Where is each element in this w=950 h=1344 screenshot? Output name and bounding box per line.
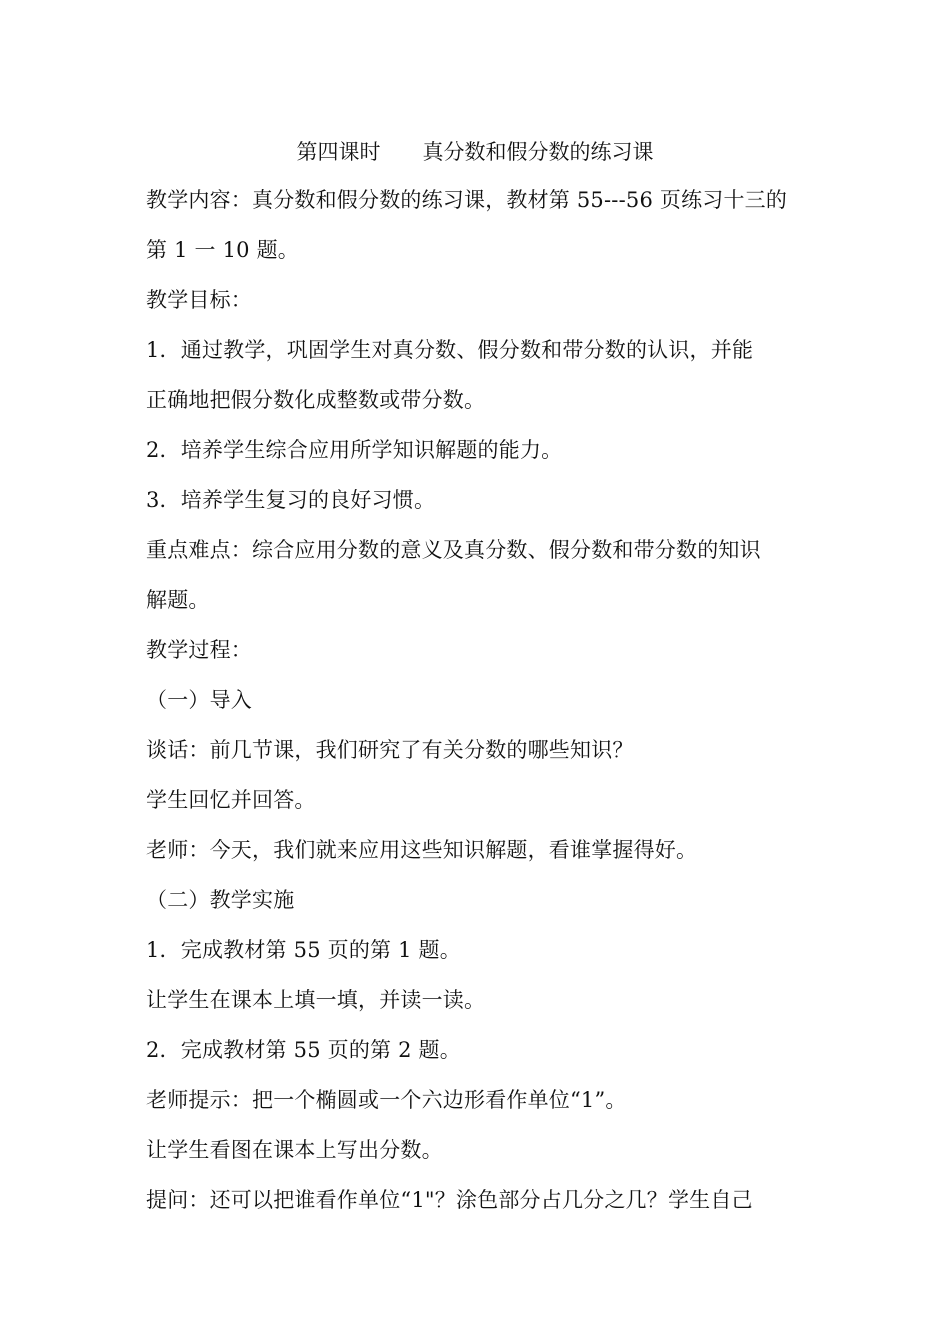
text-line-task-1: 1．完成教材第 55 页的第 1 题。 bbox=[146, 938, 461, 962]
text-line-process-heading: 教学过程： bbox=[146, 638, 252, 662]
text-line-objective-2: 2．培养学生综合应用所学知识解题的能力。 bbox=[146, 438, 563, 462]
text-line-teacher-today: 老师：今天，我们就来应用这些知识解题，看谁掌握得好。 bbox=[146, 838, 698, 862]
text-line-section-implementation: （二）教学实施 bbox=[146, 888, 295, 912]
text-line-objective-3: 3．培养学生复习的良好习惯。 bbox=[146, 488, 436, 512]
text-line-write-fractions: 让学生看图在课本上写出分数。 bbox=[146, 1138, 443, 1162]
lesson-body bbox=[146, 184, 812, 1234]
text-line-exercise-range: 第 1 一 10 题。 bbox=[146, 238, 299, 262]
text-line-section-intro: （一）导入 bbox=[146, 688, 252, 712]
text-line-key-points: 重点难点：综合应用分数的意义及真分数、假分数和带分数的知识 bbox=[146, 538, 761, 562]
text-line-talk: 谈话：前几节课，我们研究了有关分数的哪些知识？ bbox=[146, 738, 634, 762]
text-line-teacher-hint: 老师提示：把一个椭圆或一个六边形看作单位“1”。 bbox=[146, 1088, 627, 1112]
text-line-students-recall: 学生回忆并回答。 bbox=[146, 788, 316, 812]
lesson-title: 第四课时 真分数和假分数的练习课 bbox=[296, 140, 654, 164]
text-line-task-2: 2．完成教材第 55 页的第 2 题。 bbox=[146, 1038, 461, 1062]
text-line-objective-1: 1．通过教学，巩固学生对真分数、假分数和带分数的认识，并能 bbox=[146, 338, 754, 362]
text-line-task-1-detail: 让学生在课本上填一填，并读一读。 bbox=[146, 988, 486, 1012]
text-line-key-points-cont: 解题。 bbox=[146, 588, 210, 612]
text-line-objectives-heading: 教学目标： bbox=[146, 288, 252, 312]
text-line-objective-1-cont: 正确地把假分数化成整数或带分数。 bbox=[146, 388, 486, 412]
text-line-teaching-content: 教学内容：真分数和假分数的练习课，教材第 55---56 页练习十三的 bbox=[146, 188, 788, 212]
text-line-question: 提问：还可以把谁看作单位“1"？涂色部分占几分之几？学生自己 bbox=[146, 1188, 753, 1212]
